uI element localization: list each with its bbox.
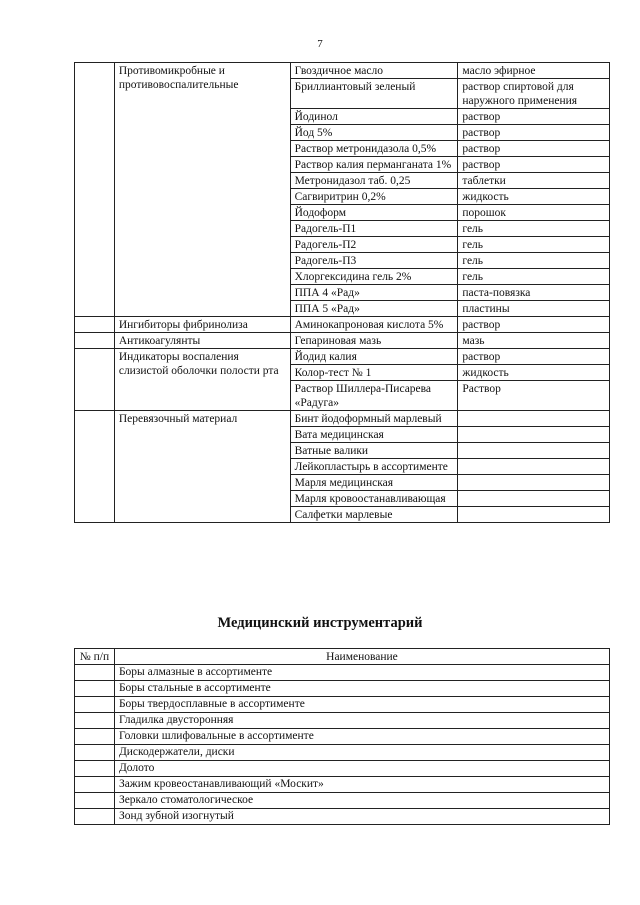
- table-row: [75, 665, 610, 681]
- item-form-cell: раствор спиртовой для наружного применения: [458, 79, 610, 109]
- row-number-cell: [75, 665, 115, 681]
- instrument-name-cell: Дискодержатели, диски: [114, 745, 609, 761]
- item-name-cell: Лейкопластырь в ассортименте: [290, 459, 458, 475]
- row-number-cell: [75, 411, 115, 523]
- group-name-cell: Ингибиторы фибринолиза: [114, 317, 290, 333]
- row-number-cell: [75, 809, 115, 825]
- instrument-name-cell: Зеркало стоматологическое: [114, 793, 609, 809]
- item-name-cell: Ватные валики: [290, 443, 458, 459]
- item-name-cell: Йодинол: [290, 109, 458, 125]
- group-name-cell: Перевязочный материал: [114, 411, 290, 523]
- item-name-cell: Хлоргексидина гель 2%: [290, 269, 458, 285]
- item-form-cell: паста-повязка: [458, 285, 610, 301]
- item-form-cell: таблетки: [458, 173, 610, 189]
- item-name-cell: ППА 4 «Рад»: [290, 285, 458, 301]
- group-name-cell: Индикаторы воспаления слизистой оболочки полости рта: [114, 349, 290, 411]
- item-form-cell: [458, 427, 610, 443]
- item-name-cell: Бинт йодоформный марлевый: [290, 411, 458, 427]
- row-number-cell: [75, 761, 115, 777]
- item-form-cell: [458, 507, 610, 523]
- column-header-number: № п/п: [75, 649, 115, 665]
- item-name-cell: Радогель-П2: [290, 237, 458, 253]
- instrument-name-cell: Долото: [114, 761, 609, 777]
- item-form-cell: раствор: [458, 157, 610, 173]
- row-number-cell: [75, 713, 115, 729]
- instrument-name-cell: Боры твердосплавные в ассортименте: [114, 697, 609, 713]
- item-form-cell: жидкость: [458, 189, 610, 205]
- table-row: [75, 333, 610, 349]
- item-form-cell: Раствор: [458, 381, 610, 411]
- item-name-cell: Радогель-П1: [290, 221, 458, 237]
- instrument-name-cell: Гладилка двусторонняя: [114, 713, 609, 729]
- instruments-table-body: [75, 665, 610, 825]
- item-name-cell: Йод 5%: [290, 125, 458, 141]
- table-row: [75, 713, 610, 729]
- item-form-cell: раствор: [458, 317, 610, 333]
- item-name-cell: Йодоформ: [290, 205, 458, 221]
- row-number-cell: [75, 697, 115, 713]
- row-number-cell: [75, 777, 115, 793]
- item-form-cell: жидкость: [458, 365, 610, 381]
- item-name-cell: Марля медицинская: [290, 475, 458, 491]
- item-name-cell: Салфетки марлевые: [290, 507, 458, 523]
- item-form-cell: [458, 491, 610, 507]
- row-number-cell: [75, 793, 115, 809]
- row-number-cell: [75, 681, 115, 697]
- instrument-name-cell: Зажим кровеостанавливающий «Москит»: [114, 777, 609, 793]
- item-form-cell: порошок: [458, 205, 610, 221]
- item-name-cell: Йодид калия: [290, 349, 458, 365]
- table-row: [75, 745, 610, 761]
- materials-table-body: [75, 63, 610, 523]
- row-number-cell: [75, 729, 115, 745]
- table-row: [75, 681, 610, 697]
- item-name-cell: Колор-тест № 1: [290, 365, 458, 381]
- item-form-cell: [458, 443, 610, 459]
- table-row: [75, 777, 610, 793]
- item-form-cell: раствор: [458, 109, 610, 125]
- table-row: [75, 317, 610, 333]
- materials-table: [74, 62, 610, 523]
- item-form-cell: мазь: [458, 333, 610, 349]
- table-row: [75, 63, 610, 79]
- item-name-cell: Раствор Шиллера-Писарева «Радуга»: [290, 381, 458, 411]
- table-row: [75, 729, 610, 745]
- section-heading-instruments: Медицинский инструментарий: [217, 615, 423, 631]
- table-row: [75, 349, 610, 365]
- item-name-cell: Гвоздичное масло: [290, 63, 458, 79]
- item-name-cell: Раствор калия перманганата 1%: [290, 157, 458, 173]
- instrument-name-cell: Боры алмазные в ассортименте: [114, 665, 609, 681]
- item-form-cell: раствор: [458, 141, 610, 157]
- item-form-cell: гель: [458, 221, 610, 237]
- item-name-cell: Марля кровоостанавливающая: [290, 491, 458, 507]
- column-header-name: Наименование: [114, 649, 609, 665]
- row-number-cell: [75, 333, 115, 349]
- instrument-name-cell: Зонд зубной изогнутый: [114, 809, 609, 825]
- item-name-cell: Метронидазол таб. 0,25: [290, 173, 458, 189]
- item-form-cell: [458, 411, 610, 427]
- item-form-cell: гель: [458, 253, 610, 269]
- group-name-cell: Противомикробные и противовоспалительные: [114, 63, 290, 317]
- item-name-cell: Сагвиритрин 0,2%: [290, 189, 458, 205]
- group-name-cell: Антикоагулянты: [114, 333, 290, 349]
- table-row: [75, 809, 610, 825]
- instruments-table: [74, 648, 610, 825]
- item-form-cell: гель: [458, 237, 610, 253]
- instruments-header-row: [75, 649, 610, 665]
- item-name-cell: Раствор метронидазола 0,5%: [290, 141, 458, 157]
- item-name-cell: Гепариновая мазь: [290, 333, 458, 349]
- instrument-name-cell: Боры стальные в ассортименте: [114, 681, 609, 697]
- table-row: [75, 697, 610, 713]
- table-row: [75, 761, 610, 777]
- item-form-cell: раствор: [458, 349, 610, 365]
- row-number-cell: [75, 317, 115, 333]
- item-form-cell: пластины: [458, 301, 610, 317]
- item-name-cell: Радогель-П3: [290, 253, 458, 269]
- item-name-cell: ППА 5 «Рад»: [290, 301, 458, 317]
- item-form-cell: раствор: [458, 125, 610, 141]
- item-name-cell: Вата медицинская: [290, 427, 458, 443]
- instrument-name-cell: Головки шлифовальные в ассортименте: [114, 729, 609, 745]
- item-form-cell: масло эфирное: [458, 63, 610, 79]
- row-number-cell: [75, 63, 115, 317]
- table-row: [75, 793, 610, 809]
- page-number: 7: [317, 38, 323, 50]
- item-name-cell: Бриллиантовый зеленый: [290, 79, 458, 109]
- row-number-cell: [75, 349, 115, 411]
- table-row: [75, 411, 610, 427]
- item-form-cell: [458, 475, 610, 491]
- item-form-cell: гель: [458, 269, 610, 285]
- item-name-cell: Аминокапроновая кислота 5%: [290, 317, 458, 333]
- row-number-cell: [75, 745, 115, 761]
- item-form-cell: [458, 459, 610, 475]
